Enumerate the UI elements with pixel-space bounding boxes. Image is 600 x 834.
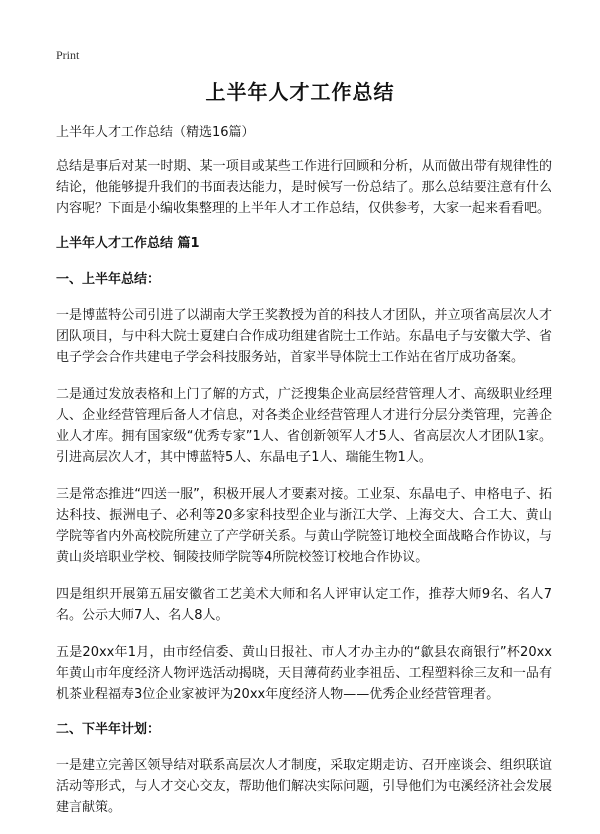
first-half-paragraph-5: 五是20xx年1月，由市经信委、黄山日报社、市人才办主办的“歙县农商银行”杯20xx年黄山市年度经济人物评选活动揭晓，天目薄荷药业李祖岳、工程塑料徐三友和一品有机茶业程福寿3位企业家被评为20xx年度经济人物——优秀企业经营管理者。	[56, 645, 552, 702]
document-content	[56, 124, 552, 834]
first-half-paragraph-3: 三是常态推进“四送一服”，积极开展人才要素对接。工业泵、东晶电子、申格电子、拓达科技、振洲电子、必利等20多家科技型企业与浙江大学、上海交大、合工大、黄山学院等省内外高校院所建立了产学研关系。与黄山学院签订地校全面战略合作协议，与黄山炎培职业学校、铜陵技师学院等4所院校签订校地合作协议。	[56, 487, 552, 565]
document-title: 上半年人才工作总结	[205, 80, 395, 104]
first-half-paragraph-2: 二是通过发放表格和上门了解的方式，广泛搜集企业高层经营管理人才、高级职业经理人、企业经营管理后备人才信息，对各类企业经营管理人才进行分层分类管理，完善企业人才库。拥有国家级“优秀专家”1人、省创新领军人才5人、省高层次人才团队1家。引进高层次人才，其中博蓝特5人、东晶电子1人、瑞能生物1人。	[56, 387, 552, 465]
section-heading-second-half: 二、下半年计划：	[56, 722, 161, 737]
intro-paragraph: 总结是事后对某一时期、某一项目或某些工作进行回顾和分析，从而做出带有规律性的结论，他能够提升我们的书面表达能力，是时候写一份总结了。那么总结要注意有什么内容呢？下面是小编收集整理的上半年人才工作总结，仅供参考，大家一起来看看吧。	[56, 159, 552, 216]
section-heading-first-half: 一、上半年总结：	[56, 272, 161, 287]
document-subtitle: 上半年人才工作总结（精选16篇）	[56, 125, 255, 140]
article-heading: 上半年人才工作总结 篇1	[56, 236, 200, 251]
second-half-paragraph-1: 一是建立完善区领导结对联系高层次人才制度，采取定期走访、召开座谈会、组织联谊活动等形式，与人才交心交友，帮助他们解决实际问题，引导他们为屯溪经济社会发展建言献策。	[56, 758, 552, 815]
first-half-paragraph-4: 四是组织开展第五届安徽省工艺美术大师和名人评审认定工作，推荐大师9名、名人7名。公示大师7人、名人8人。	[56, 587, 552, 623]
first-half-paragraph-1: 一是博蓝特公司引进了以湖南大学王奖教授为首的科技人才团队，并立项省高层次人才团队项目，与中科大院士夏建白合作成功组建省院士工作站。东晶电子与安徽大学、省电子学会合作共建电子学会科技服务站，首家半导体院士工作站在省厅成功备案。	[56, 308, 552, 365]
print-link[interactable]: Print	[56, 48, 80, 62]
